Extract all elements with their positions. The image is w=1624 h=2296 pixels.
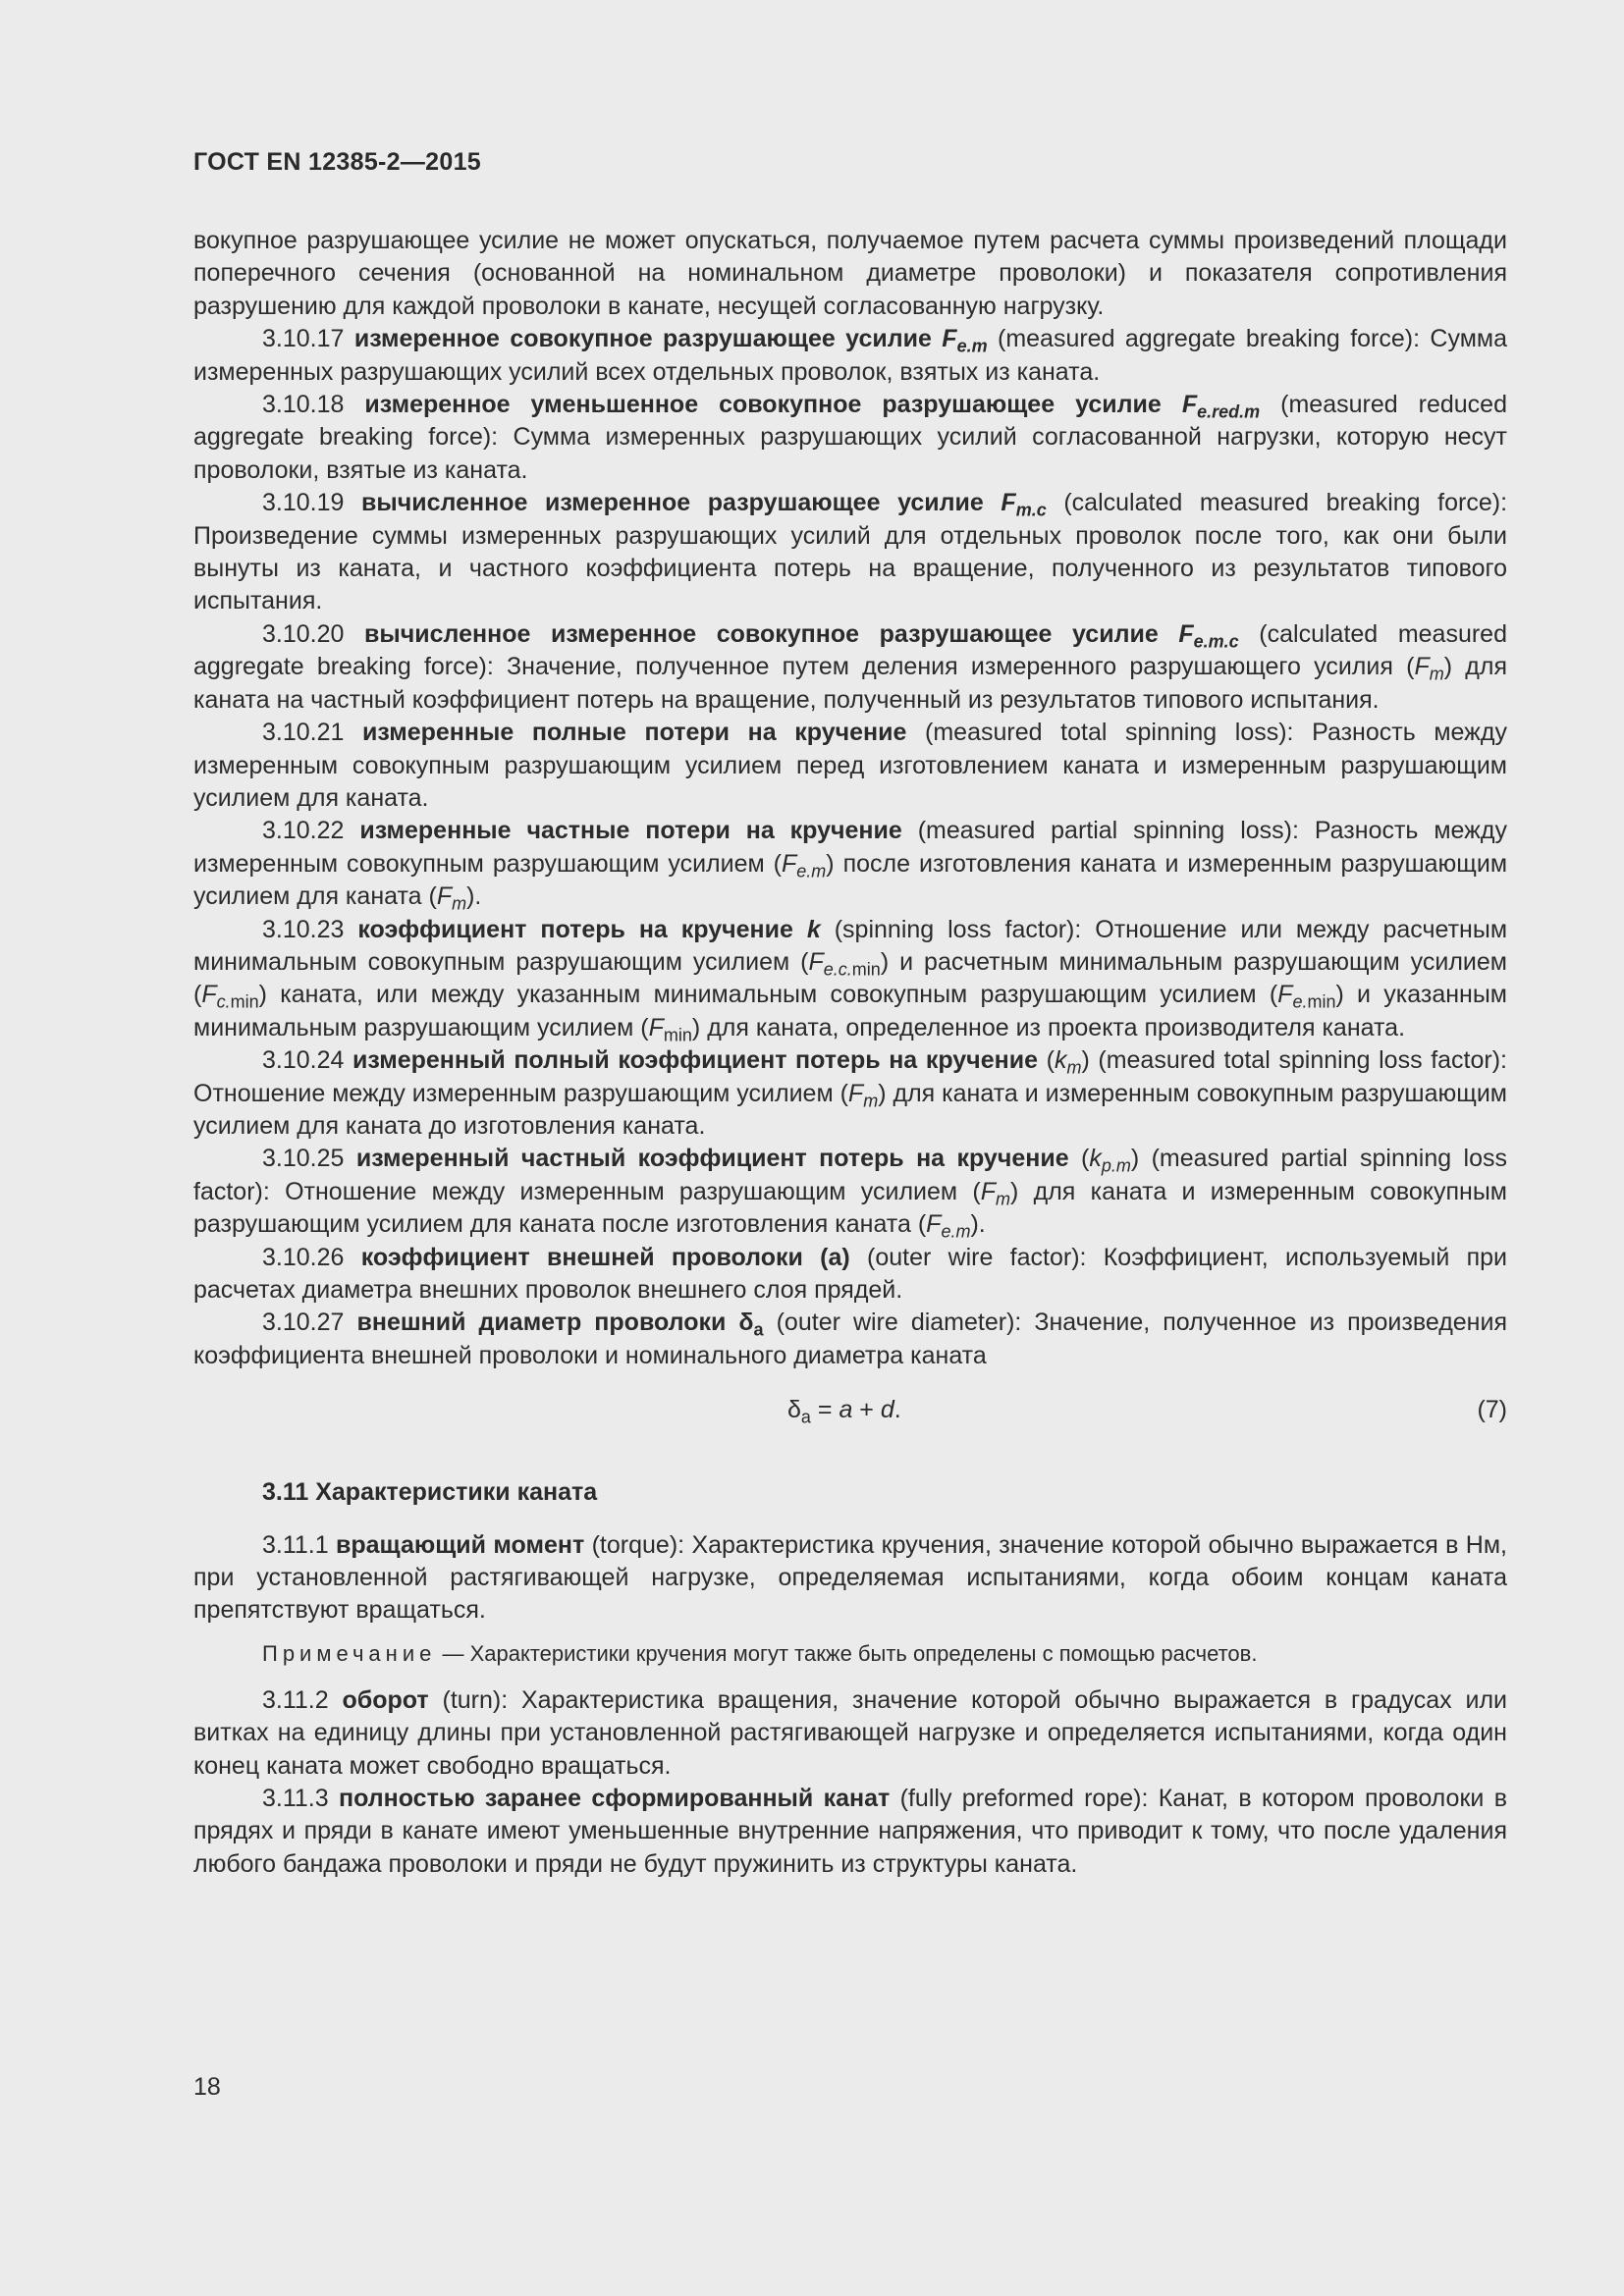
definition-text: (measured partial spinning loss): Разность между измеренным совокупным разрушающим усилием ( [193, 817, 1507, 878]
symbol-subscript: e.red.m [1197, 401, 1261, 422]
paren: ( [1081, 1145, 1090, 1173]
clause-number: 3.11.3 [262, 1785, 329, 1813]
symbol: F [942, 325, 957, 353]
inline-symbol: F [926, 1210, 942, 1239]
definition-3-10-17 [193, 323, 1507, 389]
definition-3-10-27 [193, 1307, 1507, 1372]
definition-3-10-18 [193, 389, 1507, 487]
formula-plus: + [852, 1396, 881, 1424]
term: коэффициент потерь на кручение [357, 915, 793, 943]
inline-symbol-subscript: e.m [941, 1221, 971, 1242]
definition-text: (measured reduced aggregate breaking force): Сумма измеренных разрушающих усилий согласованной нагрузки, которую несут проволоки, взятые из каната. [193, 391, 1507, 484]
clause-number: 3.10.24 [262, 1046, 345, 1075]
formula-delta: δ [787, 1396, 801, 1424]
note-dash: — [436, 1640, 470, 1666]
clause-number: 3.10.21 [262, 719, 345, 747]
inline-symbol: k [1054, 1046, 1067, 1075]
clause-number: 3.10.23 [262, 915, 345, 943]
definition-text: (measured aggregate breaking force): Сумма измеренных разрушающих усилий всех отдельных проволок, взятых из каната. [193, 325, 1507, 386]
term: измеренный частный коэффициент потерь на кручение [355, 1145, 1069, 1173]
term: измеренное совокупное разрушающее усилие [353, 325, 932, 353]
inline-symbol-subscript: min [663, 1025, 692, 1045]
symbol-subscript: e.m [956, 336, 988, 356]
inline-symbol: F [201, 981, 217, 1009]
term: измеренные полные потери на кручение [362, 719, 907, 747]
inline-symbol: F [1277, 981, 1293, 1009]
term: полностью заранее сформированный канат [339, 1785, 891, 1813]
inline-symbol-subscript: m [996, 1189, 1010, 1209]
inline-symbol: F [781, 849, 797, 878]
symbol: F [1178, 619, 1194, 648]
definition-text: ) для каната и измеренным совокупным разрушающим усилием для каната после изготовления каната ( [193, 1177, 1507, 1239]
inline-symbol-subscript: c. [216, 991, 231, 1012]
page-number: 18 [193, 2073, 221, 2101]
note-text: Характеристики кручения могут также быть определены с помощью расчетов. [469, 1640, 1258, 1666]
inline-symbol-subscript: p.m [1101, 1155, 1131, 1176]
section-title: 3.11 Характеристики каната [262, 1478, 598, 1507]
definition-text: (turn): Характеристика вращения, значение которой обычно выражается в градусах или витках на единицу длины при установленной растягивающей нагрузке и определяется испытаниями, когда один конец каната может свободно вращаться. [193, 1685, 1508, 1780]
inline-symbol: F [847, 1079, 864, 1107]
formula-expression [787, 1394, 901, 1426]
formula-period: . [893, 1396, 901, 1424]
term: внешний диаметр проволоки δ [356, 1308, 754, 1337]
clause-number: 3.10.18 [262, 391, 345, 419]
term: измеренный полный коэффициент потерь на кручение [352, 1046, 1038, 1075]
definition-text: ). [466, 882, 482, 911]
inline-symbol-subscript: e.m [796, 861, 827, 881]
term: вращающий момент [336, 1530, 585, 1559]
definition-text: ) каната, или между указанным минимальным совокупным разрушающим усилием ( [258, 981, 1278, 1009]
clause-number: 3.10.25 [262, 1145, 345, 1173]
inline-symbol: F [808, 947, 824, 976]
symbol: F [1181, 391, 1198, 419]
definition-text: ). [970, 1210, 986, 1239]
formula-number: (7) [1477, 1396, 1507, 1424]
definition-3-10-25 [193, 1143, 1507, 1241]
definition-text: ) (measured partial spinning loss factor): Отношение между измеренным разрушающим усилием ( [193, 1145, 1507, 1205]
note-label: Примечание [262, 1640, 437, 1666]
definition-3-11-1 [193, 1529, 1507, 1628]
section-heading [193, 1476, 1507, 1509]
inline-symbol-subscript: m [1429, 664, 1444, 684]
inline-symbol: F [648, 1013, 664, 1041]
definition-3-10-23 [193, 914, 1507, 1045]
term: оборот [342, 1685, 429, 1714]
inline-symbol-subscript: e.c. [823, 959, 852, 980]
term: измеренные частные потери на кручение [359, 817, 902, 845]
definition-3-10-19 [193, 487, 1507, 618]
symbol-subscript: m.c [1015, 500, 1047, 520]
definition-3-10-26 [193, 1242, 1507, 1308]
definition-text: (outer wire factor): Коэффициент, используемый при расчетах диаметра внешних проволок внешнего слоя прядей. [193, 1243, 1508, 1304]
clause-number: 3.11.2 [262, 1685, 329, 1714]
definition-text: ) после изготовления каната и измеренным разрушающим усилием для каната ( [193, 849, 1508, 911]
definition-text: ) для каната на частный коэффициент потерь на вращение, полученный из результатов типового испытания. [193, 653, 1508, 714]
definition-3-10-21 [193, 717, 1507, 815]
clause-number: 3.11.1 [262, 1530, 329, 1559]
definition-text: (spinning loss factor): Отношение или между расчетным минимальным совокупным разрушающим усилием ( [193, 915, 1508, 976]
inline-symbol-subscript: m [1066, 1057, 1082, 1078]
clause-number: 3.10.19 [262, 489, 345, 517]
definition-text: ) и расчетным минимальным разрушающим усилием ( [193, 947, 1507, 1009]
inline-symbol-subscript: m [452, 893, 467, 914]
formula-d: d [880, 1396, 894, 1424]
formula-delta-subscript: a [800, 1407, 811, 1427]
symbol-subscript: e.m.c [1193, 631, 1239, 652]
inline-symbol-subscript: min [1307, 991, 1336, 1012]
clause-number: 3.10.27 [262, 1308, 345, 1337]
clause-number: 3.10.17 [262, 325, 345, 353]
formula-equals: = [810, 1396, 839, 1424]
inline-symbol-subscript: min [230, 991, 259, 1012]
definition-text: (calculated measured breaking force): Произведение суммы измеренных разрушающих усилий для отдельных проволок после того, как они были вынуты из каната, и частного коэффициента потерь на вращение, полученного из результатов типового испытания. [193, 489, 1508, 615]
symbol: k [806, 915, 821, 943]
term: измеренное уменьшенное совокупное разрушающее усилие [364, 391, 1162, 419]
definition-text: ) (measured total spinning loss factor): Отношение между измеренным разрушающим усилием ( [193, 1046, 1507, 1107]
clause-number: 3.10.22 [262, 817, 345, 845]
term-subscript: a [753, 1319, 764, 1340]
formula-7 [193, 1394, 1507, 1427]
definition-text: (fully preformed rope): Канат, в котором проволоки в прядях и пряди в канате имеют уменьшенные внутренние напряжения, что приводит к тому, что после удаления любого бандажа проволоки и пряди не будут пружинить из структуры каната. [193, 1785, 1507, 1878]
definition-3-10-22 [193, 815, 1507, 913]
inline-symbol-subscript: min [851, 959, 881, 980]
document-header: ГОСТ EN 12385-2—2015 [193, 148, 481, 176]
definition-3-11-2 [193, 1684, 1507, 1783]
definition-3-11-3 [193, 1783, 1507, 1881]
definition-3-10-24 [193, 1044, 1507, 1143]
definition-text: ) для каната и измеренным совокупным разрушающим усилием для каната до изготовления каната. [193, 1079, 1507, 1140]
clause-number: 3.10.20 [262, 619, 345, 648]
inline-symbol: F [1414, 653, 1430, 681]
definition-text: ) и указанным минимальным разрушающим усилием ( [193, 981, 1507, 1041]
symbol: F [1001, 489, 1016, 517]
definition-text: (calculated measured aggregate breaking force): Значение, полученное путем деления измеренного разрушающего усилия ( [193, 619, 1507, 681]
note [193, 1639, 1507, 1669]
inline-symbol: F [436, 882, 453, 911]
clause-number: 3.10.26 [262, 1243, 345, 1271]
inline-symbol-subscript: m [863, 1090, 879, 1110]
definition-3-10-20 [193, 618, 1507, 717]
definition-text: (outer wire diameter): Значение, полученное из произведения коэффициента внешней проволоки и номинального диаметра каната [193, 1308, 1507, 1369]
term: вычисленное измеренное совокупное разрушающее усилие [364, 619, 1159, 648]
formula-a: a [839, 1396, 853, 1424]
page-body [193, 225, 1507, 1881]
inline-symbol: F [980, 1177, 996, 1205]
definition-text: (torque): Характеристика кручения, значение которой обычно выражается в Нм, при установленной растягивающей нагрузке, определяемая испытаниями, когда обоим концам каната препятствуют вращаться. [193, 1530, 1507, 1625]
paren: ( [1046, 1046, 1055, 1075]
definition-text: ) для каната, определенное из проекта производителя каната. [691, 1013, 1406, 1041]
term: вычисленное измеренное разрушающее усилие [361, 489, 984, 517]
inline-symbol: k [1089, 1145, 1102, 1173]
definition-text: (measured total spinning loss): Разность между измеренным совокупным разрушающим усилием перед изготовлением каната и измеренным разрушающим усилием для каната. [193, 719, 1507, 812]
inline-symbol-subscript: e. [1292, 991, 1308, 1012]
intro-paragraph: вокупное разрушающее усилие не может опускаться, получаемое путем расчета суммы произведений площади поперечного сечения (основанной на номинальном диаметре проволоки) и показателя сопротивления разрушению для каждой проволоки в канате, несущей согласованную нагрузку. [193, 227, 1507, 320]
term: коэффициент внешней проволоки (a) [360, 1243, 850, 1271]
